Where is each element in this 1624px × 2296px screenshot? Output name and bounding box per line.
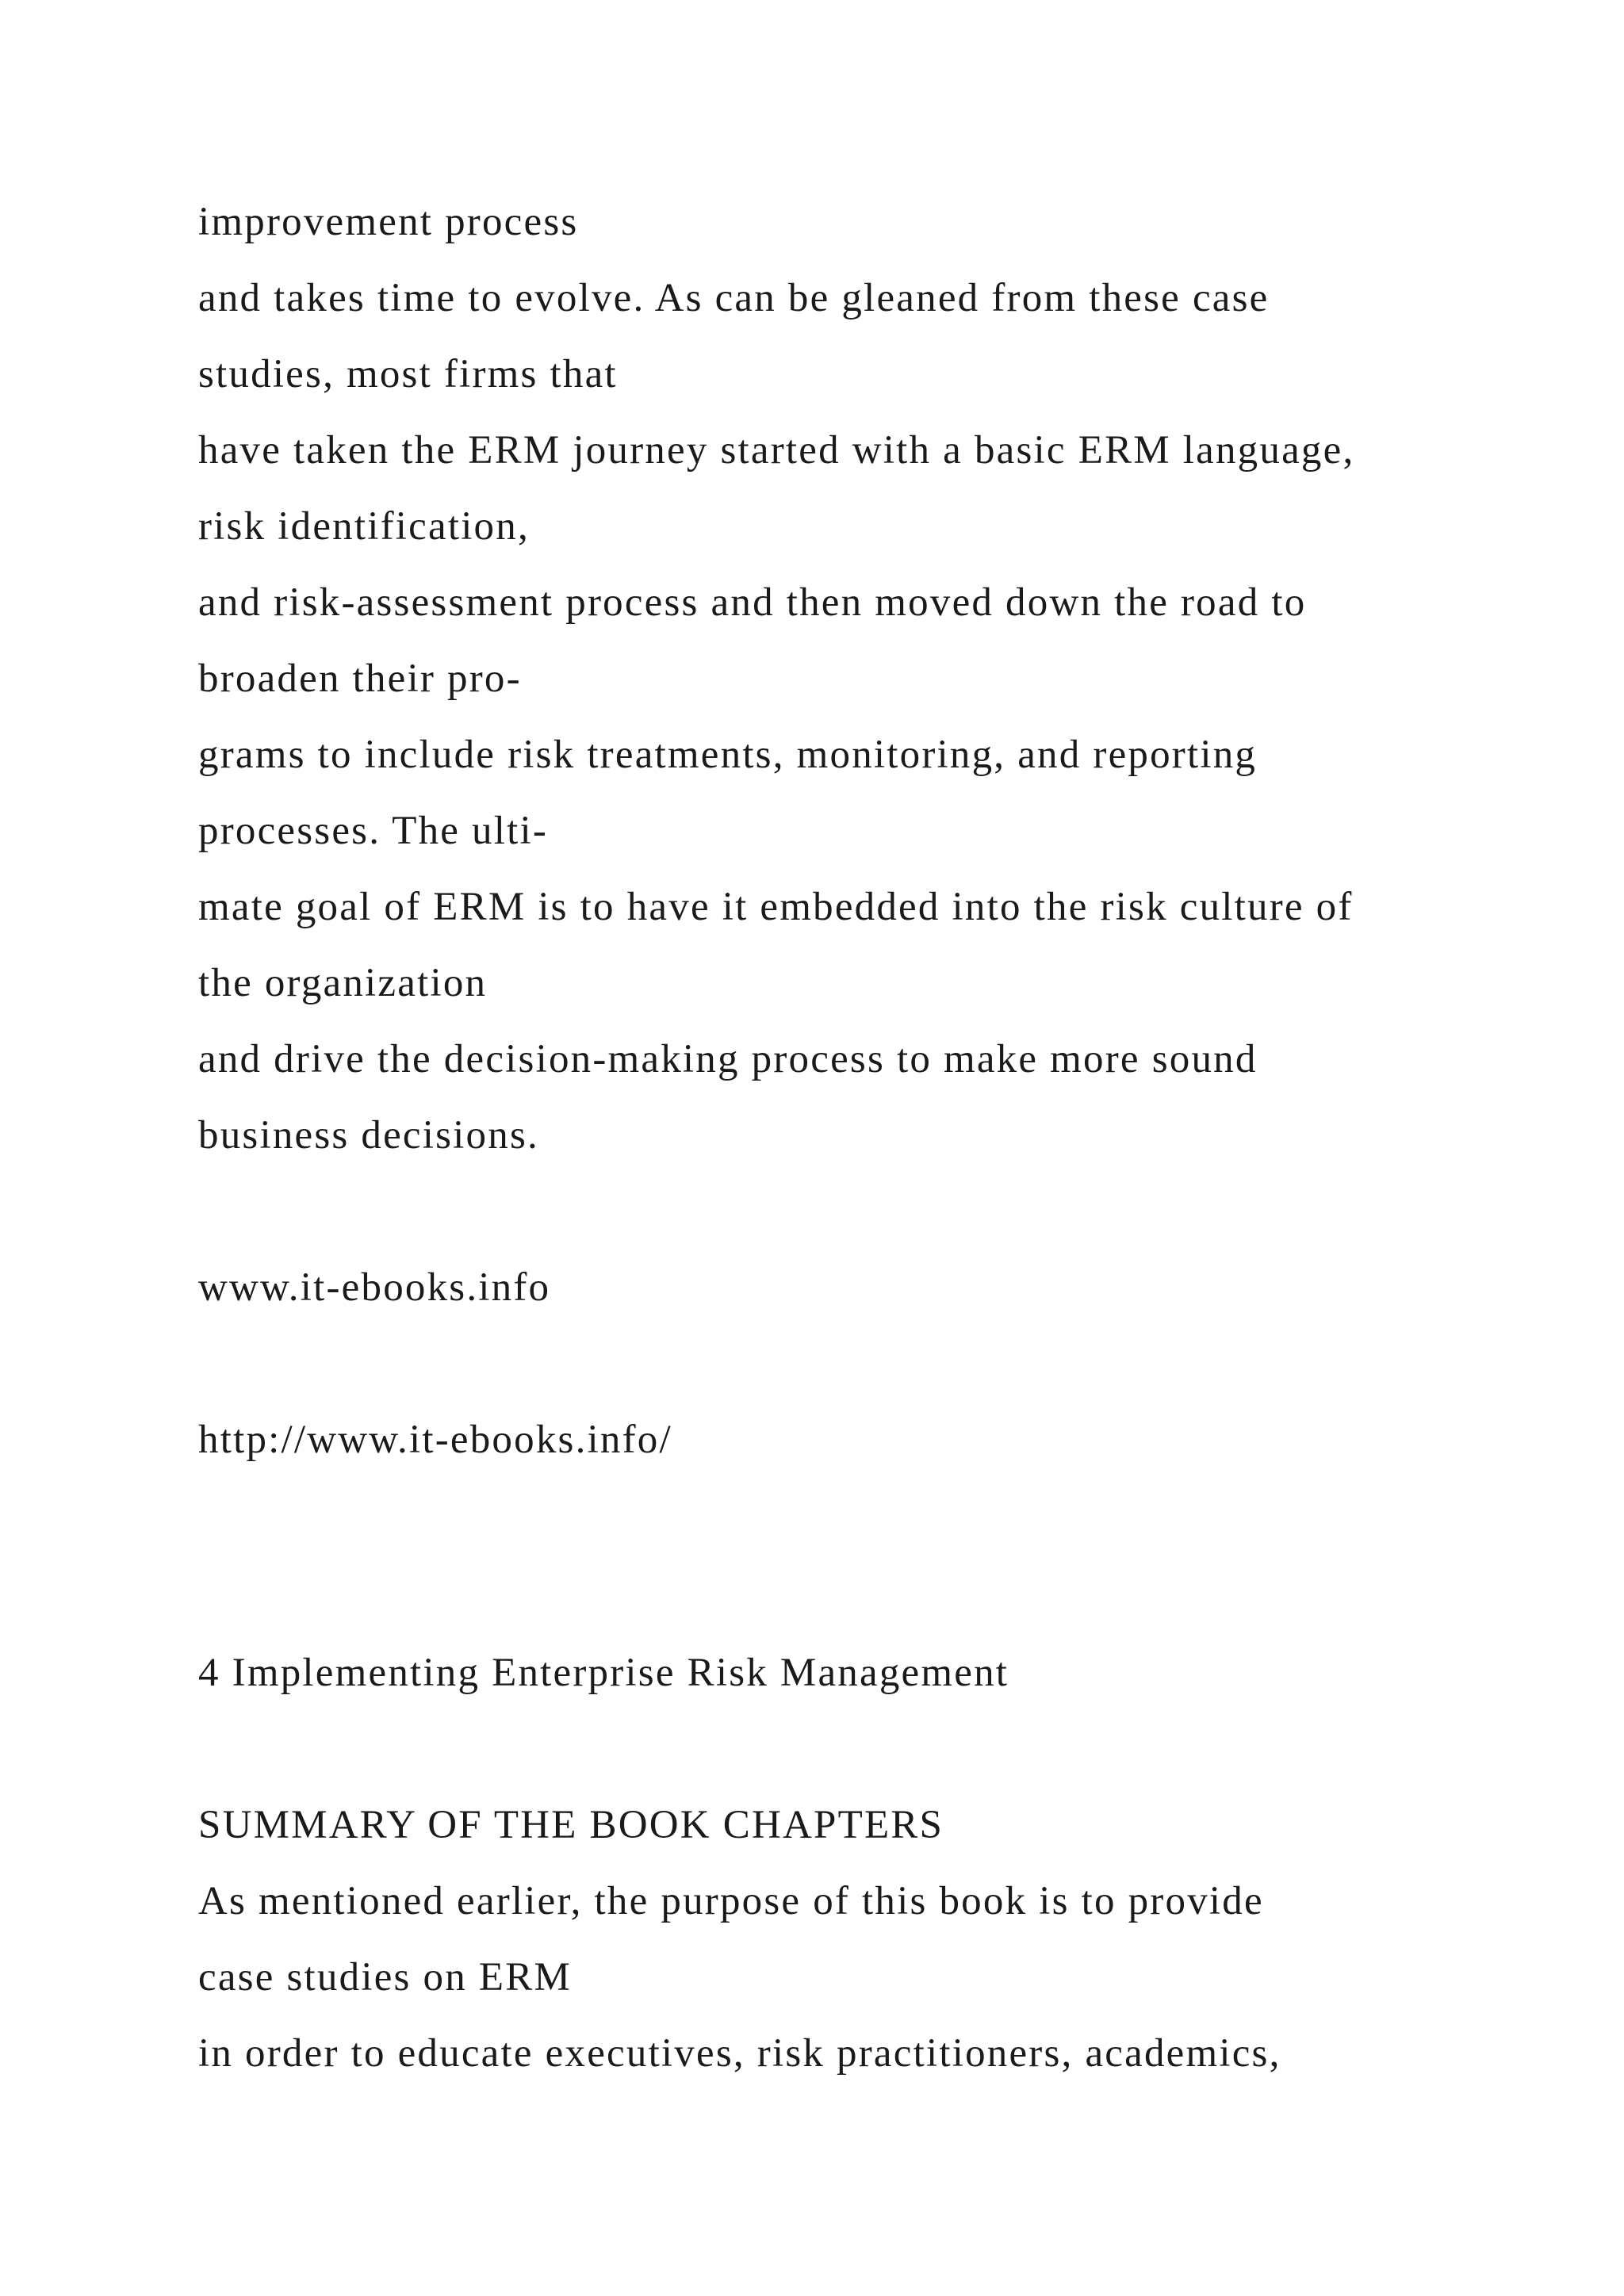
body-text-line: business decisions.: [198, 1113, 539, 1158]
body-text-line: in order to educate executives, risk practitioners, academics,: [198, 2031, 1281, 2076]
body-text-line: broaden their pro-: [198, 656, 522, 701]
source-url-text: http://www.it-ebooks.info/: [198, 1418, 672, 1462]
body-text-line: and drive the decision-making process to make more sound: [198, 1037, 1258, 1081]
body-text-line: the organization: [198, 961, 488, 1005]
body-text-line: grams to include risk treatments, monitoring, and reporting: [198, 733, 1258, 777]
body-text-line: processes. The ulti-: [198, 809, 549, 853]
body-text-line: mate goal of ERM is to have it embedded into the risk culture of: [198, 885, 1354, 929]
body-text-line: and takes time to evolve. As can be gleaned from these case: [198, 276, 1270, 320]
body-text-line: studies, most firms that: [198, 352, 618, 396]
running-header: 4 Implementing Enterprise Risk Management: [198, 1651, 1009, 1695]
body-text-line: risk identification,: [198, 504, 530, 549]
body-text-line: and risk-assessment process and then moved down the road to: [198, 580, 1307, 625]
body-text-line: As mentioned earlier, the purpose of this book is to provide: [198, 1879, 1264, 1923]
body-text-line: case studies on ERM: [198, 1955, 572, 1999]
source-watermark-text: www.it-ebooks.info: [198, 1265, 551, 1310]
body-text-line: have taken the ERM journey started with a basic ERM language,: [198, 428, 1355, 473]
section-heading: SUMMARY OF THE BOOK CHAPTERS: [198, 1803, 944, 1847]
body-text-line: improvement process: [198, 200, 579, 244]
